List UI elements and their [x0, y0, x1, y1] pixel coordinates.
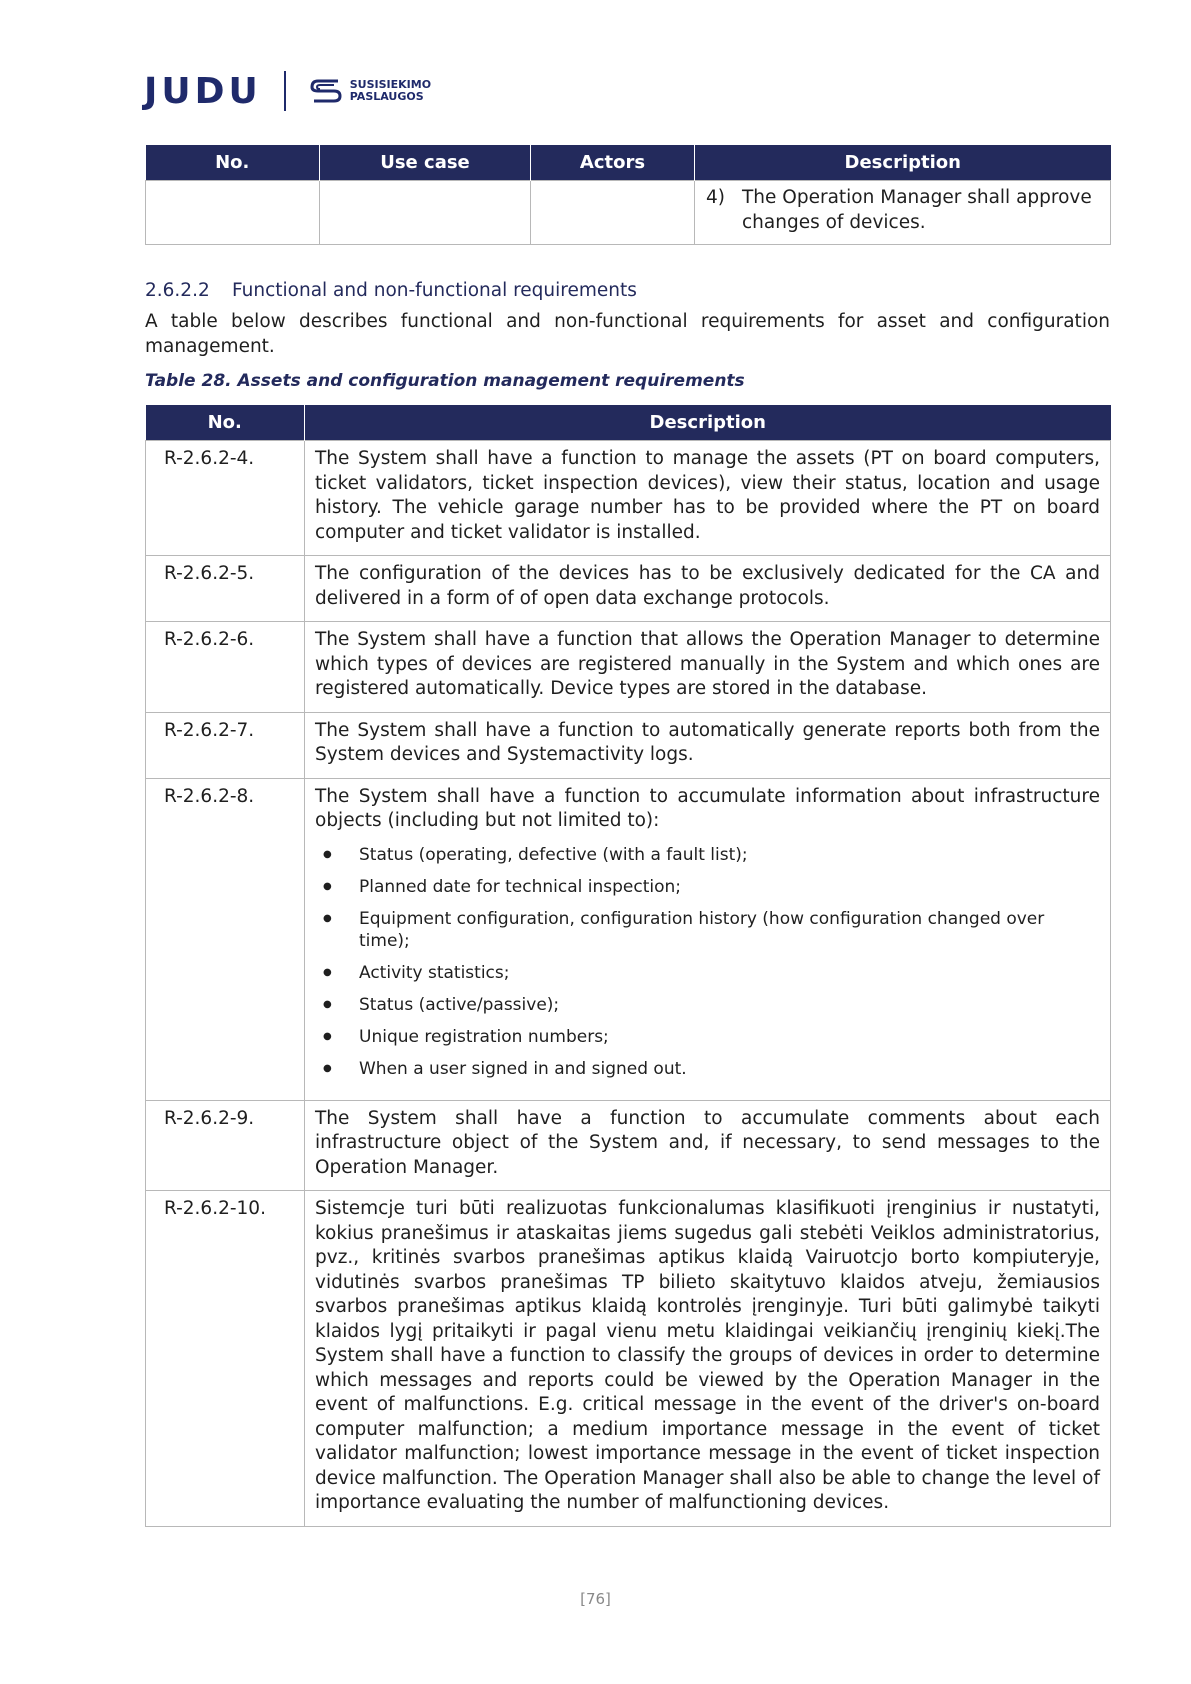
requirement-id: R-2.6.2-10. [146, 1191, 305, 1527]
list-item: ● Equipment configuration, configuration history (how configuration changed over time); [359, 908, 1100, 952]
requirement-text: The configuration of the devices has to be exclusively dedicated for the CA and delivered in a form of of open data exchange protocols. [305, 556, 1111, 622]
list-item: ● Status (operating, defective (with a fault list); [359, 844, 1100, 866]
logo-divider [284, 71, 286, 111]
requirement-text: The System shall have a function that allows the Operation Manager to determine which types of devices are registered manually in the System and which ones are registered automatically. Device types are stored in the database. [305, 622, 1111, 713]
section-heading [145, 280, 637, 301]
requirement-id: R-2.6.2-8. [146, 778, 305, 1100]
requirement-text: The System shall have a function to accumulate comments about each infrastructure object of the System and, if necessary, to send messages to the Operation Manager. [305, 1100, 1111, 1191]
requirement-text: The System shall have a function to manage the assets (PT on board computers, ticket validators, ticket inspection devices), view their status, location and usage history. The vehicle garage number has to be provided where the PT on board computer and ticket validator is installed. [305, 441, 1111, 556]
list-item-text: The Operation Manager shall approve changes of devices. [742, 187, 1092, 233]
table-row [146, 712, 1111, 778]
section-number: 2.6.2.2 [145, 280, 210, 301]
table-row [146, 181, 1111, 245]
table-cell [320, 181, 531, 245]
ss-logo-text: SUSISIEKIMO PASLAUGOS [349, 78, 432, 103]
table-row [146, 556, 1111, 622]
list-item: ● Status (active/passive); [359, 994, 1100, 1016]
list-item-number: 4) [706, 187, 725, 208]
intro-paragraph: A table below describes functional and non-functional requirements for asset and configuration management. [145, 311, 1110, 357]
column-header-no: No. [146, 145, 320, 181]
requirement-id: R-2.6.2-4. [146, 441, 305, 556]
column-header-no: No. [146, 405, 305, 441]
list-item: ● Unique registration numbers; [359, 1026, 1100, 1048]
requirement-id: R-2.6.2-6. [146, 622, 305, 713]
table-cell [146, 181, 320, 245]
requirement-cell [305, 778, 1111, 1100]
requirement-text: Sistemcje turi būti realizuotas funkcionalumas klasifikuoti įrenginius ir nustatyti, kokius pranešimus ir ataskaitas jiems sugedus gali stebėti Veiklos administratorius, pvz., kritinės svarbos pranešimas aptikus klaidą Vairuotcjo borto kompiuteryje, vidutinės svarbos pranešimas TP bilieto skaitytuvo klaidos atveju, žemiausios svarbos pranešimas aptikus klaidą kontrolės įrenginyje. Turi būti galimybė taikyti klaidos lygį pritaikyti ir pagal vienu metu klaidingai veikiančių įrenginių kiekį.The System shall have a function to classify the groups of devices in order to determine which messages and reports could be viewed by the Operation Manager in the event of malfunctions. E.g. critical message in the event of the driver's on-board computer malfunction; a medium importance message in the event of ticket validator malfunction; lowest importance message in the event of ticket inspection device malfunction. The Operation Manager shall also be able to change the level of importance evaluating the number of malfunctioning devices. [305, 1191, 1111, 1527]
column-header-use-case: Use case [320, 145, 531, 181]
requirements-table [145, 405, 1111, 1527]
column-header-description: Description [695, 145, 1111, 181]
requirement-id: R-2.6.2-5. [146, 556, 305, 622]
column-header-actors: Actors [531, 145, 695, 181]
requirement-id: R-2.6.2-9. [146, 1100, 305, 1191]
table-row [146, 1191, 1111, 1527]
requirement-id: R-2.6.2-7. [146, 712, 305, 778]
judu-logo: JUDU [144, 70, 262, 112]
table-row [146, 622, 1111, 713]
list-item [696, 182, 1109, 235]
list-item: ● Activity statistics; [359, 962, 1100, 984]
table-row [146, 441, 1111, 556]
requirement-bullet-list [315, 844, 1100, 1080]
list-item: ● When a user signed in and signed out. [359, 1058, 1100, 1080]
ss-logo-icon [308, 77, 344, 105]
table-cell [695, 181, 1111, 245]
use-case-table [145, 145, 1111, 245]
table-row [146, 1100, 1111, 1191]
list-item: ● Planned date for technical inspection; [359, 876, 1100, 898]
section-title: Functional and non-functional requirements [232, 280, 637, 301]
requirement-text: The System shall have a function to accumulate information about infrastructure objects (including but not limited to): [315, 785, 1100, 831]
page-number: [76] [580, 1590, 611, 1608]
column-header-description: Description [305, 405, 1111, 441]
table-caption: Table 28. Assets and configuration management requirements [145, 371, 745, 391]
page-header [144, 68, 431, 114]
table-row [146, 778, 1111, 1100]
susisiekimo-paslaugos-logo [308, 77, 431, 105]
table-cell [531, 181, 695, 245]
requirement-text: The System shall have a function to automatically generate reports both from the System devices and Systemactivity logs. [305, 712, 1111, 778]
